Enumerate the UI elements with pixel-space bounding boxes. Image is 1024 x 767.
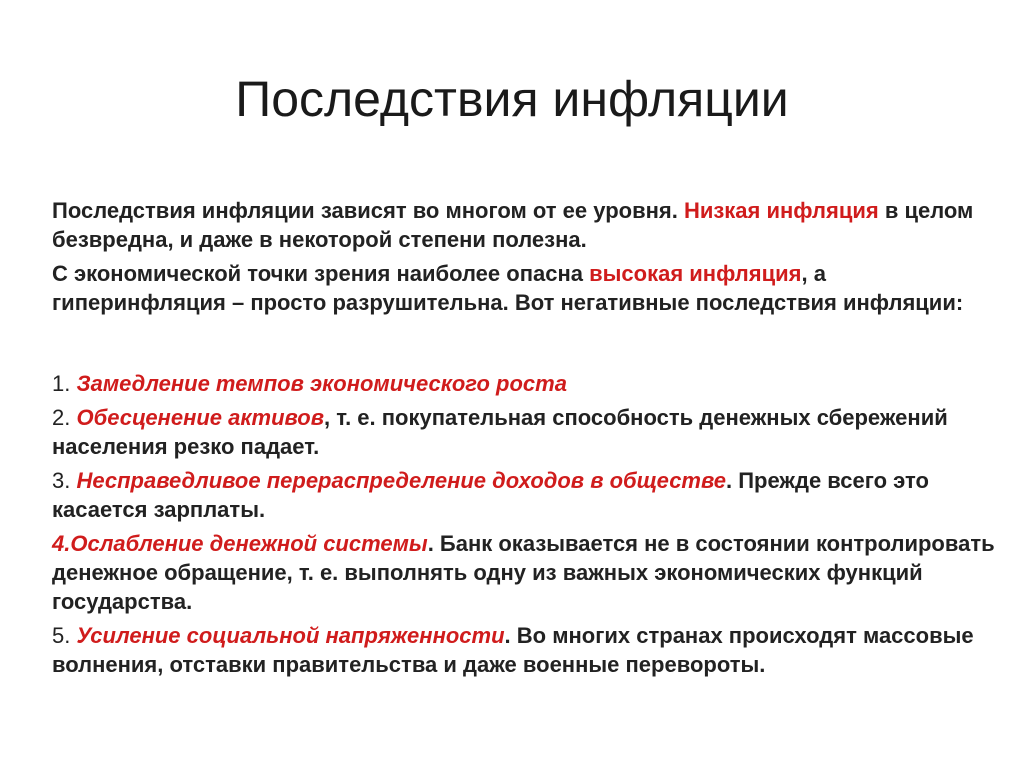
item-2-number: 2.: [52, 405, 77, 430]
item-4-text: . Банк оказывается не в состоянии контролировать денежное обращение, т. е. выполнять одну из важных экономических функций государства.: [52, 531, 995, 614]
high-inflation-highlight: высокая инфляция: [589, 261, 802, 286]
spacer: [52, 322, 1002, 369]
list-item-2: [52, 403, 1002, 461]
item-3-number: 3.: [52, 468, 77, 493]
item-2-highlight: Обесценение активов: [76, 405, 325, 430]
list-item-3: [52, 466, 1002, 524]
slide-content: [52, 196, 1002, 684]
intro-1-text-b: в целом безвредна, и даже в некоторой степени полезна.: [52, 198, 974, 252]
item-2-text: , т. е. покупательная способность денежных сбережений населения резко падает.: [52, 405, 948, 459]
list-item-1: [52, 369, 1002, 398]
item-1-highlight: Замедление темпов экономического роста: [76, 371, 567, 396]
item-5-highlight: Усиление социальной напряженности: [76, 623, 505, 648]
item-5-number: 5.: [52, 623, 77, 648]
list-item-4: [52, 529, 1002, 616]
intro-2-text-b: , а гиперинфляция – просто разрушительна. Вот негативные последствия инфляции:: [52, 261, 964, 315]
item-4-highlight: 4.Ослабление денежной системы: [52, 531, 428, 556]
slide-title: Последствия инфляции: [235, 71, 789, 127]
intro-1-text-a: Последствия инфляции зависят во многом от ее уровня.: [52, 198, 684, 223]
intro-2-text-a: С экономической точки зрения наиболее опасна: [52, 261, 590, 286]
item-5-text: . Во многих странах происходят массовые волнения, отставки правительства и даже военные перевороты.: [52, 623, 974, 677]
intro-paragraph-1: [52, 196, 1002, 254]
item-1-number: 1.: [52, 371, 77, 396]
item-3-text: . Прежде всего это касается зарплаты.: [52, 468, 929, 522]
intro-paragraph-2: [52, 259, 1002, 317]
item-3-highlight: Несправедливое перераспределение доходов в обществе: [76, 468, 726, 493]
list-item-5: [52, 621, 1002, 679]
low-inflation-highlight: Низкая инфляция: [683, 198, 879, 223]
